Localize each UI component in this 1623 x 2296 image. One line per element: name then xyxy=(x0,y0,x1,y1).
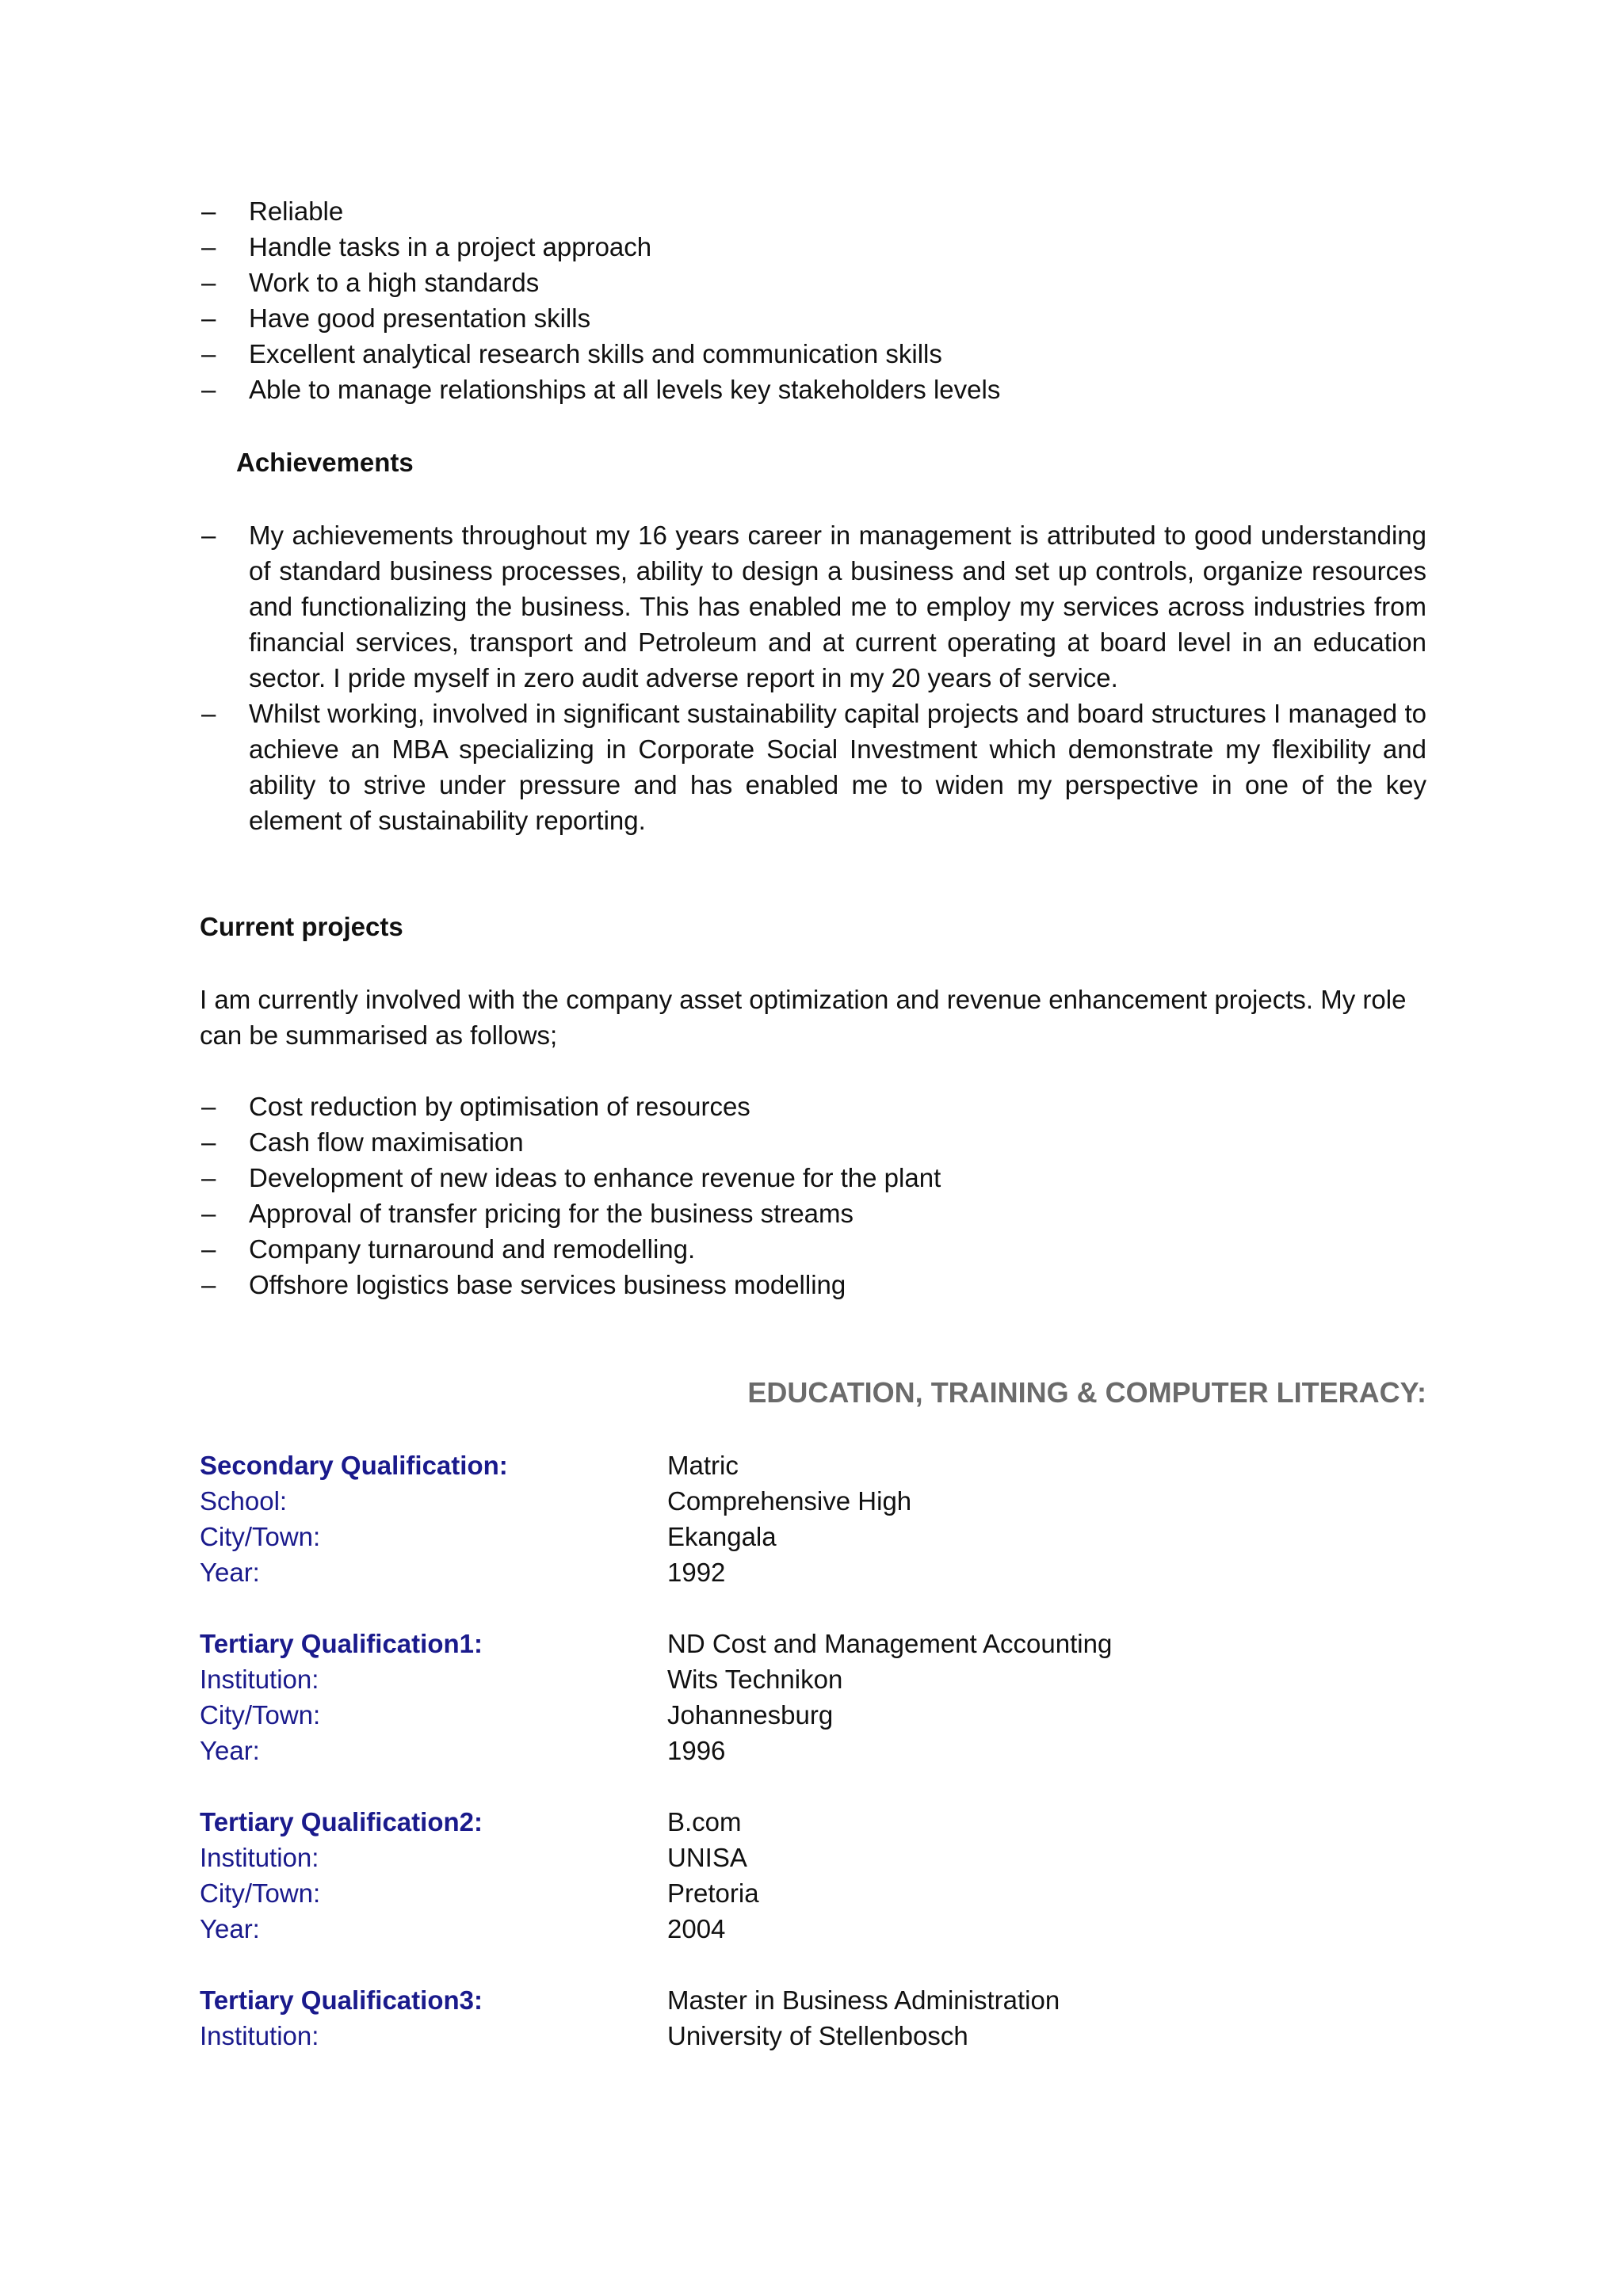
list-item-text: Whilst working, involved in significant sustainability capital projects and board structures I managed to achieve an MBA specializing in Corporate Social Investment which demonstrate my flexibility and ability to strive under pressure and has enabled me to widen my perspective in one of the key element of sustainability reporting. xyxy=(249,699,1426,835)
education-label: Year: xyxy=(200,1736,260,1765)
education-label: Institution: xyxy=(200,1843,319,1872)
education-value: Johannesburg xyxy=(667,1700,834,1730)
education-label: School: xyxy=(200,1486,288,1516)
education-row xyxy=(200,1733,1426,1768)
education-label: Tertiary Qualification1: xyxy=(200,1629,483,1658)
list-item-text: Have good presentation skills xyxy=(249,303,591,333)
education-table xyxy=(200,1447,1426,2054)
education-row xyxy=(200,1840,1426,1875)
education-row xyxy=(200,1483,1426,1519)
education-group xyxy=(200,1626,1426,1768)
education-row xyxy=(200,1554,1426,1590)
education-value: Ekangala xyxy=(667,1522,777,1551)
education-value: Matric xyxy=(667,1451,739,1480)
education-row xyxy=(200,1626,1426,1661)
dash-bullet: – xyxy=(201,268,216,297)
list-item xyxy=(200,300,1426,336)
dash-bullet: – xyxy=(201,303,216,333)
achievements-list xyxy=(200,517,1426,838)
education-value: Master in Business Administration xyxy=(667,1985,1060,2015)
education-label: Institution: xyxy=(200,2021,319,2050)
page-content xyxy=(200,193,1426,2089)
list-item xyxy=(200,696,1426,838)
education-label: Year: xyxy=(200,1558,260,1587)
current-projects-list xyxy=(200,1089,1426,1302)
education-value: Wits Technikon xyxy=(667,1665,843,1694)
dash-bullet: – xyxy=(201,339,216,368)
education-value: 2004 xyxy=(667,1914,726,1943)
list-item xyxy=(200,1196,1426,1231)
education-label: City/Town: xyxy=(200,1522,321,1551)
education-row xyxy=(200,1519,1426,1554)
dash-bullet: – xyxy=(201,1234,216,1264)
list-item xyxy=(200,1089,1426,1124)
education-label: Institution: xyxy=(200,1665,319,1694)
dash-bullet: – xyxy=(201,1092,216,1121)
education-row xyxy=(200,1982,1426,2018)
education-value: UNISA xyxy=(667,1843,747,1872)
list-item xyxy=(200,1160,1426,1196)
list-item xyxy=(200,1231,1426,1267)
dash-bullet: – xyxy=(201,521,216,550)
education-value: Comprehensive High xyxy=(667,1486,912,1516)
list-item xyxy=(200,372,1426,407)
dash-bullet: – xyxy=(201,232,216,261)
list-item-text: Cost reduction by optimisation of resources xyxy=(249,1092,750,1121)
dash-bullet: – xyxy=(201,699,216,728)
education-value: Pretoria xyxy=(667,1878,759,1908)
dash-bullet: – xyxy=(201,196,216,226)
current-projects-heading: Current projects xyxy=(200,912,403,941)
education-row xyxy=(200,1911,1426,1947)
list-item xyxy=(200,229,1426,265)
education-label: City/Town: xyxy=(200,1878,321,1908)
education-heading: EDUCATION, TRAINING & COMPUTER LITERACY: xyxy=(747,1376,1426,1409)
education-group xyxy=(200,1804,1426,1947)
education-row xyxy=(200,1804,1426,1840)
list-item-text: Handle tasks in a project approach xyxy=(249,232,652,261)
list-item xyxy=(200,336,1426,372)
education-value: 1996 xyxy=(667,1736,726,1765)
dash-bullet: – xyxy=(201,1163,216,1192)
education-row xyxy=(200,2018,1426,2054)
list-item xyxy=(200,265,1426,300)
current-projects-intro: I am currently involved with the company asset optimization and revenue enhancement projects. My role can be summarised as follows; xyxy=(200,985,1407,1050)
education-label: City/Town: xyxy=(200,1700,321,1730)
education-label: Secondary Qualification: xyxy=(200,1451,508,1480)
list-item-text: Excellent analytical research skills and communication skills xyxy=(249,339,942,368)
dash-bullet: – xyxy=(201,1127,216,1157)
list-item xyxy=(200,1267,1426,1302)
education-group xyxy=(200,1982,1426,2054)
education-row xyxy=(200,1875,1426,1911)
education-value: 1992 xyxy=(667,1558,726,1587)
list-item-text: Able to manage relationships at all levels key stakeholders levels xyxy=(249,375,1001,404)
list-item xyxy=(200,1124,1426,1160)
list-item-text: Reliable xyxy=(249,196,344,226)
education-label: Tertiary Qualification2: xyxy=(200,1807,483,1836)
education-value: B.com xyxy=(667,1807,742,1836)
achievements-heading: Achievements xyxy=(236,448,414,477)
skills-list xyxy=(200,193,1426,407)
education-group xyxy=(200,1447,1426,1590)
list-item-text: Offshore logistics base services business modelling xyxy=(249,1270,846,1299)
education-row xyxy=(200,1697,1426,1733)
education-label: Year: xyxy=(200,1914,260,1943)
dash-bullet: – xyxy=(201,1199,216,1228)
list-item-text: Company turnaround and remodelling. xyxy=(249,1234,696,1264)
education-value: ND Cost and Management Accounting xyxy=(667,1629,1113,1658)
list-item xyxy=(200,193,1426,229)
education-value: University of Stellenbosch xyxy=(667,2021,968,2050)
list-item-text: Work to a high standards xyxy=(249,268,540,297)
list-item-text: Approval of transfer pricing for the business streams xyxy=(249,1199,854,1228)
list-item-text: My achievements throughout my 16 years career in management is attributed to good understanding of standard business processes, ability to design a business and set up controls, organize resources and functionalizing the business. This has enabled me to employ my services across industries from financial services, transport and Petroleum and at current operating at board level in an education sector. I pride myself in zero audit adverse report in my 20 years of service. xyxy=(249,521,1426,692)
list-item xyxy=(200,517,1426,696)
list-item-text: Cash flow maximisation xyxy=(249,1127,524,1157)
education-row xyxy=(200,1447,1426,1483)
dash-bullet: – xyxy=(201,375,216,404)
education-label: Tertiary Qualification3: xyxy=(200,1985,483,2015)
education-row xyxy=(200,1661,1426,1697)
list-item-text: Development of new ideas to enhance revenue for the plant xyxy=(249,1163,941,1192)
dash-bullet: – xyxy=(201,1270,216,1299)
